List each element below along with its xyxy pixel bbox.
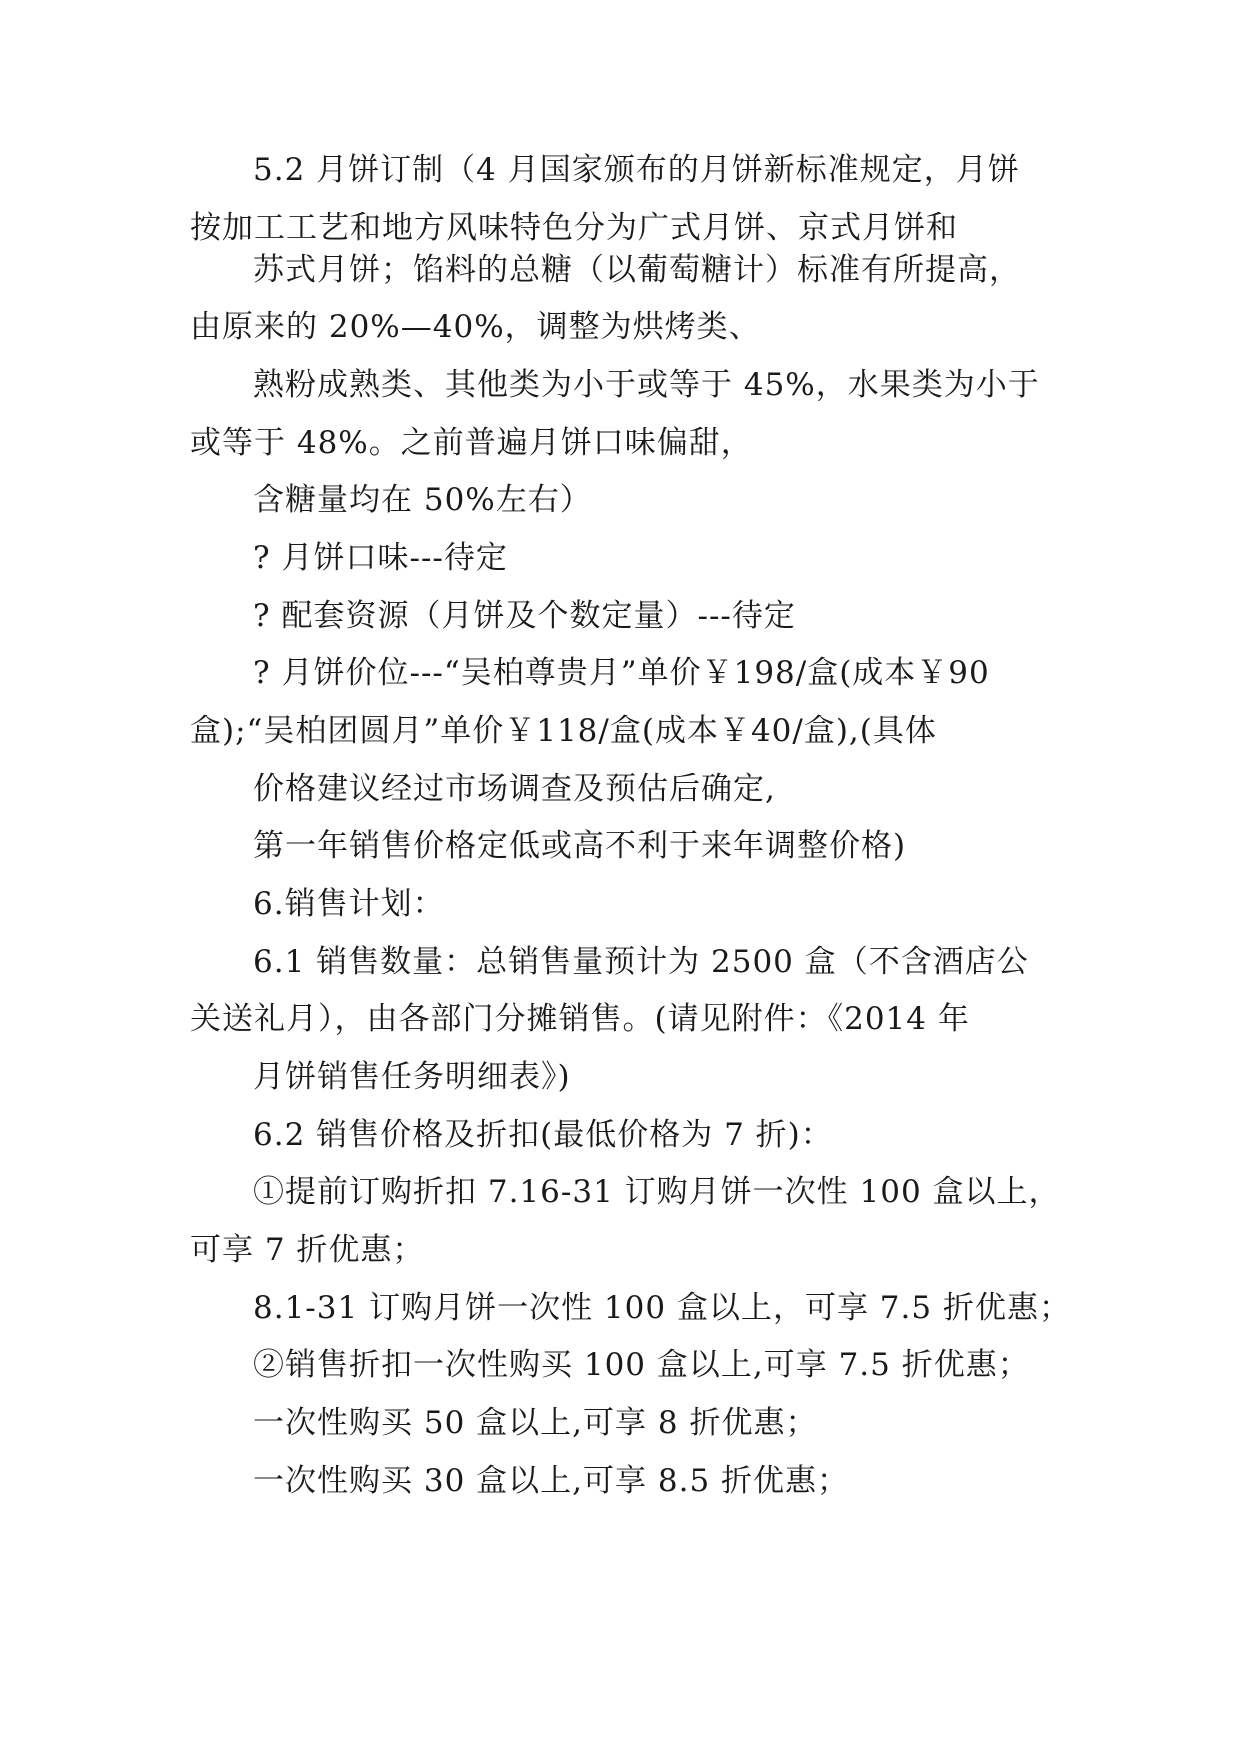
paragraph-line: 第一年销售价格定低或高不利于来年调整价格)	[253, 828, 907, 864]
paragraph-line: 一次性购买 50 盒以上,可享 8 折优惠；	[253, 1405, 818, 1441]
paragraph-line: ②销售折扣一次性购买 100 盒以上,可享 7.5 折优惠；	[253, 1347, 1030, 1383]
paragraph-line: 价格建议经过市场调查及预估后确定,	[253, 771, 776, 807]
list-item: ? 月饼口味---待定	[253, 540, 508, 576]
list-item: ? 月饼价位---“吴柏尊贵月”单价￥198/盒(成本￥90	[253, 655, 990, 691]
paragraph-line: 含糖量均在 50%左右）	[253, 482, 592, 518]
paragraph-line: 可享 7 折优惠；	[190, 1232, 425, 1268]
paragraph-line: 苏式月饼；馅料的总糖（以葡萄糖计）标准有所提高，	[253, 252, 1021, 288]
paragraph-line: 5.2 月饼订制（4 月国家颁布的月饼新标准规定，月饼	[253, 152, 1020, 188]
paragraph-line: 8.1-31 订购月饼一次性 100 盒以上，可享 7.5 折优惠；	[253, 1290, 1071, 1326]
paragraph-line: 6.2 销售价格及折扣(最低价格为 7 折)：	[253, 1117, 833, 1153]
section-heading: 6.销售计划：	[253, 886, 445, 922]
paragraph-line: 月饼销售任务明细表》)	[253, 1059, 571, 1095]
paragraph-line: 盒);“吴柏团圆月”单价￥118/盒(成本￥40/盒),(具体	[190, 713, 937, 749]
paragraph-line: 关送礼月），由各部门分摊销售。(请见附件：《2014 年	[190, 1001, 970, 1037]
paragraph-line: 或等于 48%。之前普遍月饼口味偏甜，	[190, 425, 753, 461]
paragraph-line: 熟粉成熟类、其他类为小于或等于 45%，水果类为小于	[253, 367, 1040, 403]
paragraph-line: 6.1 销售数量：总销售量预计为 2500 盒（不含酒店公	[253, 944, 1029, 980]
paragraph-line: 由原来的 20%—40%，调整为烘烤类、	[190, 309, 761, 345]
paragraph-line: 按加工工艺和地方风味特色分为广式月饼、京式月饼和	[190, 210, 958, 246]
paragraph-line: 一次性购买 30 盒以上,可享 8.5 折优惠；	[253, 1463, 850, 1499]
list-item: ? 配套资源（月饼及个数定量）---待定	[253, 598, 796, 634]
paragraph-line: ①提前订购折扣 7.16-31 订购月饼一次性 100 盒以上，	[253, 1174, 1061, 1210]
